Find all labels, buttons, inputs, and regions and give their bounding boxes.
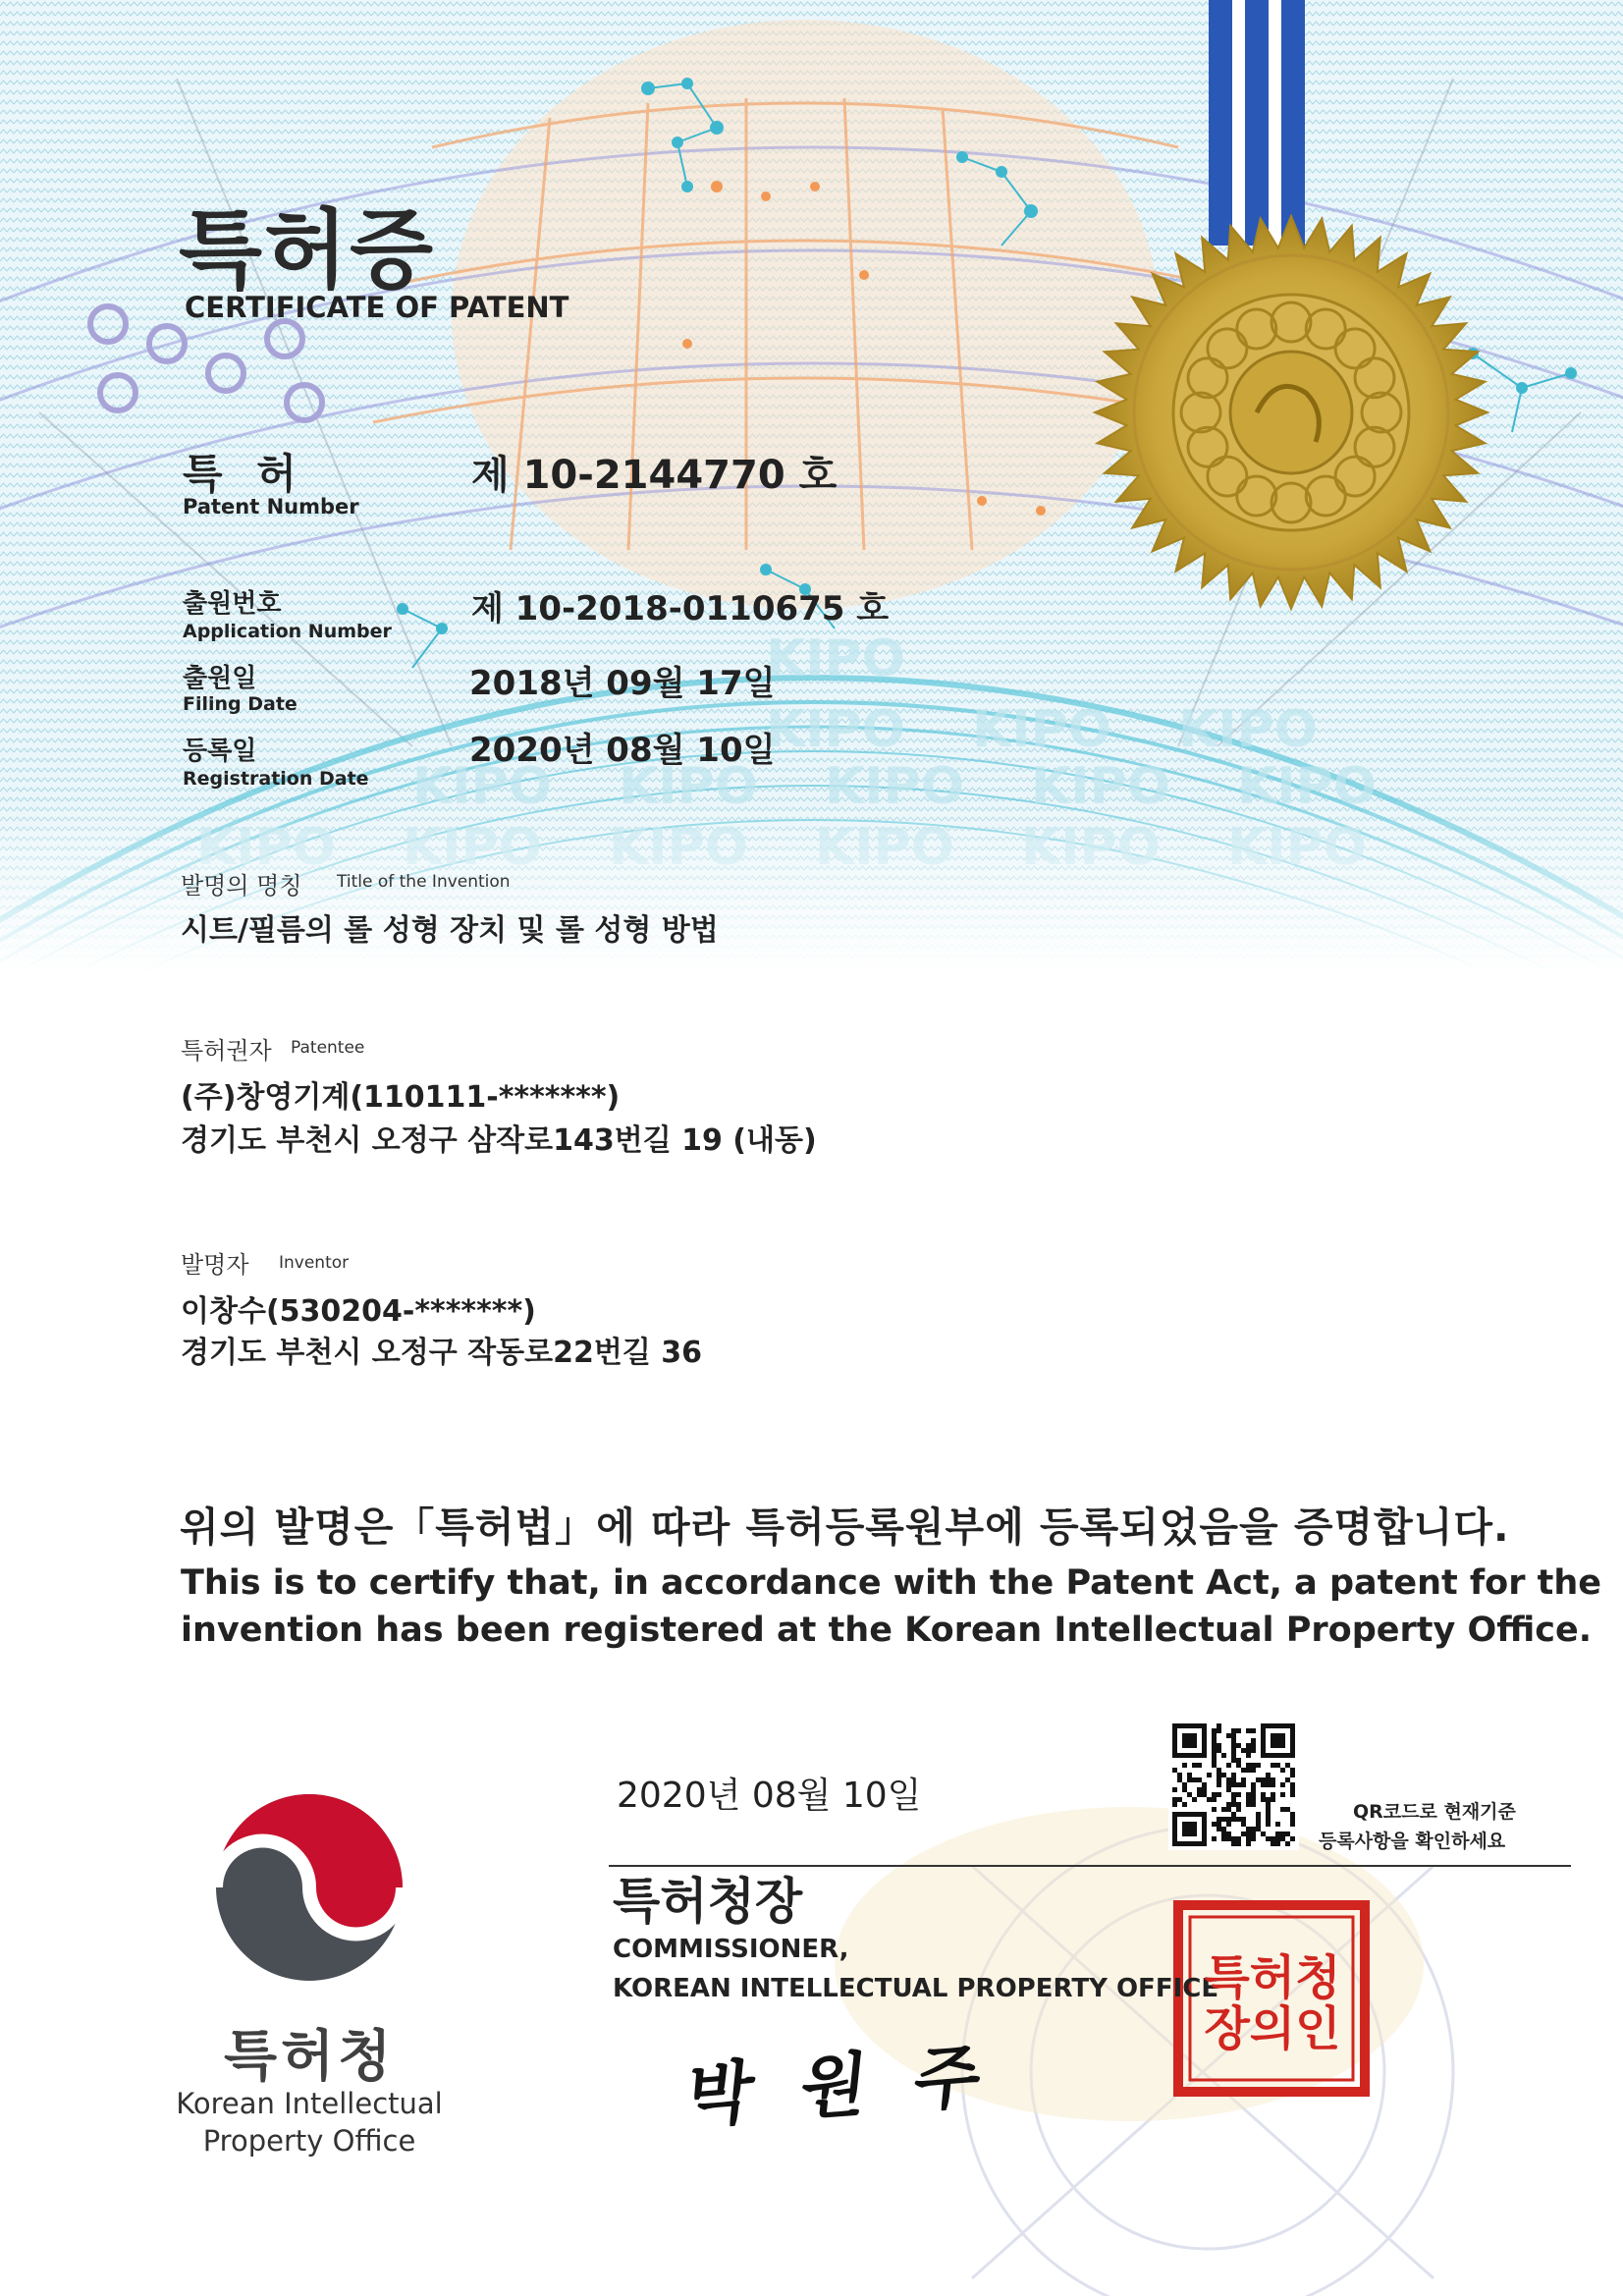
filing-date-label: 출원일	[183, 664, 257, 693]
commissioner-title-en-line1: COMMISSIONER,	[613, 1935, 849, 1964]
filing-date-label-en: Filing Date	[183, 693, 298, 715]
qr-note-line1: QR코드로 현재기준	[1353, 1801, 1516, 1823]
registration-date-label: 등록일	[183, 737, 257, 766]
office-name-en-line2: Property Office	[202, 2124, 416, 2158]
patentee-label-en: Patentee	[291, 1038, 365, 1058]
gold-seal-icon	[1095, 216, 1488, 609]
official-stamp-text: 특허청장의인	[1204, 1950, 1341, 2056]
office-name-ko: 특허청	[224, 2025, 396, 2089]
application-number-label: 출원번호	[183, 589, 282, 619]
application-number-label-en: Application Number	[183, 621, 392, 642]
inventor-label: 발명자	[181, 1251, 249, 1279]
certification-statement-en-line2: invention has been registered at the Korean Intellectual Property Office.	[181, 1611, 1593, 1650]
inventor-address: 경기도 부천시 오정구 작동로22번길 36	[181, 1336, 702, 1370]
inventor-name: 이창수(530204-*******)	[181, 1294, 536, 1329]
office-name-en-line1: Korean Intellectual	[176, 2087, 443, 2120]
ribbon	[1209, 0, 1305, 246]
invention-title-label: 발명의 명칭	[181, 872, 302, 900]
commissioner-title-ko: 특허청장	[613, 1873, 803, 1930]
certification-statement-ko: 위의 발명은「특허법」에 따라 특허등록원부에 등록되었음을 증명합니다.	[180, 1503, 1510, 1551]
patentee-name: (주)창영기계(110111-*******)	[181, 1080, 621, 1115]
inventor-label-en: Inventor	[279, 1253, 350, 1273]
issue-date: 2020년 08월 10일	[617, 1776, 922, 1816]
registration-date-label-en: Registration Date	[183, 768, 369, 790]
registration-date-value: 2020년 08월 10일	[469, 731, 776, 770]
commissioner-title-en-line2: KOREAN INTELLECTUAL PROPERTY OFFICE	[613, 1974, 1219, 2003]
certificate-subtitle: CERTIFICATE OF PATENT	[185, 291, 569, 324]
patent-number-value: 제 10-2144770 호	[471, 453, 838, 498]
invention-title-label-en: Title of the Invention	[337, 872, 511, 892]
patent-number-label-en: Patent Number	[183, 495, 359, 519]
certificate-title: 특허증	[179, 199, 436, 301]
filing-date-value: 2018년 09월 17일	[469, 664, 776, 703]
patent-number-label: 특 허	[183, 450, 306, 498]
patentee-address: 경기도 부천시 오정구 삼작로143번길 19 (내동)	[181, 1123, 817, 1158]
qr-code-icon[interactable]	[1168, 1720, 1299, 1850]
commissioner-signature: 박 원 주	[682, 2033, 998, 2138]
patentee-label: 특허권자	[181, 1037, 272, 1065]
qr-note-line2: 등록사항을 확인하세요	[1319, 1831, 1506, 1852]
invention-title: 시트/필름의 롤 성형 장치 및 롤 성형 방법	[181, 913, 719, 948]
taegeuk-logo-icon	[216, 1794, 403, 1981]
certification-statement-en-line1: This is to certify that, in accordance with the Patent Act, a patent for the	[181, 1563, 1602, 1603]
application-number-value: 제 10-2018-0110675 호	[471, 589, 890, 629]
